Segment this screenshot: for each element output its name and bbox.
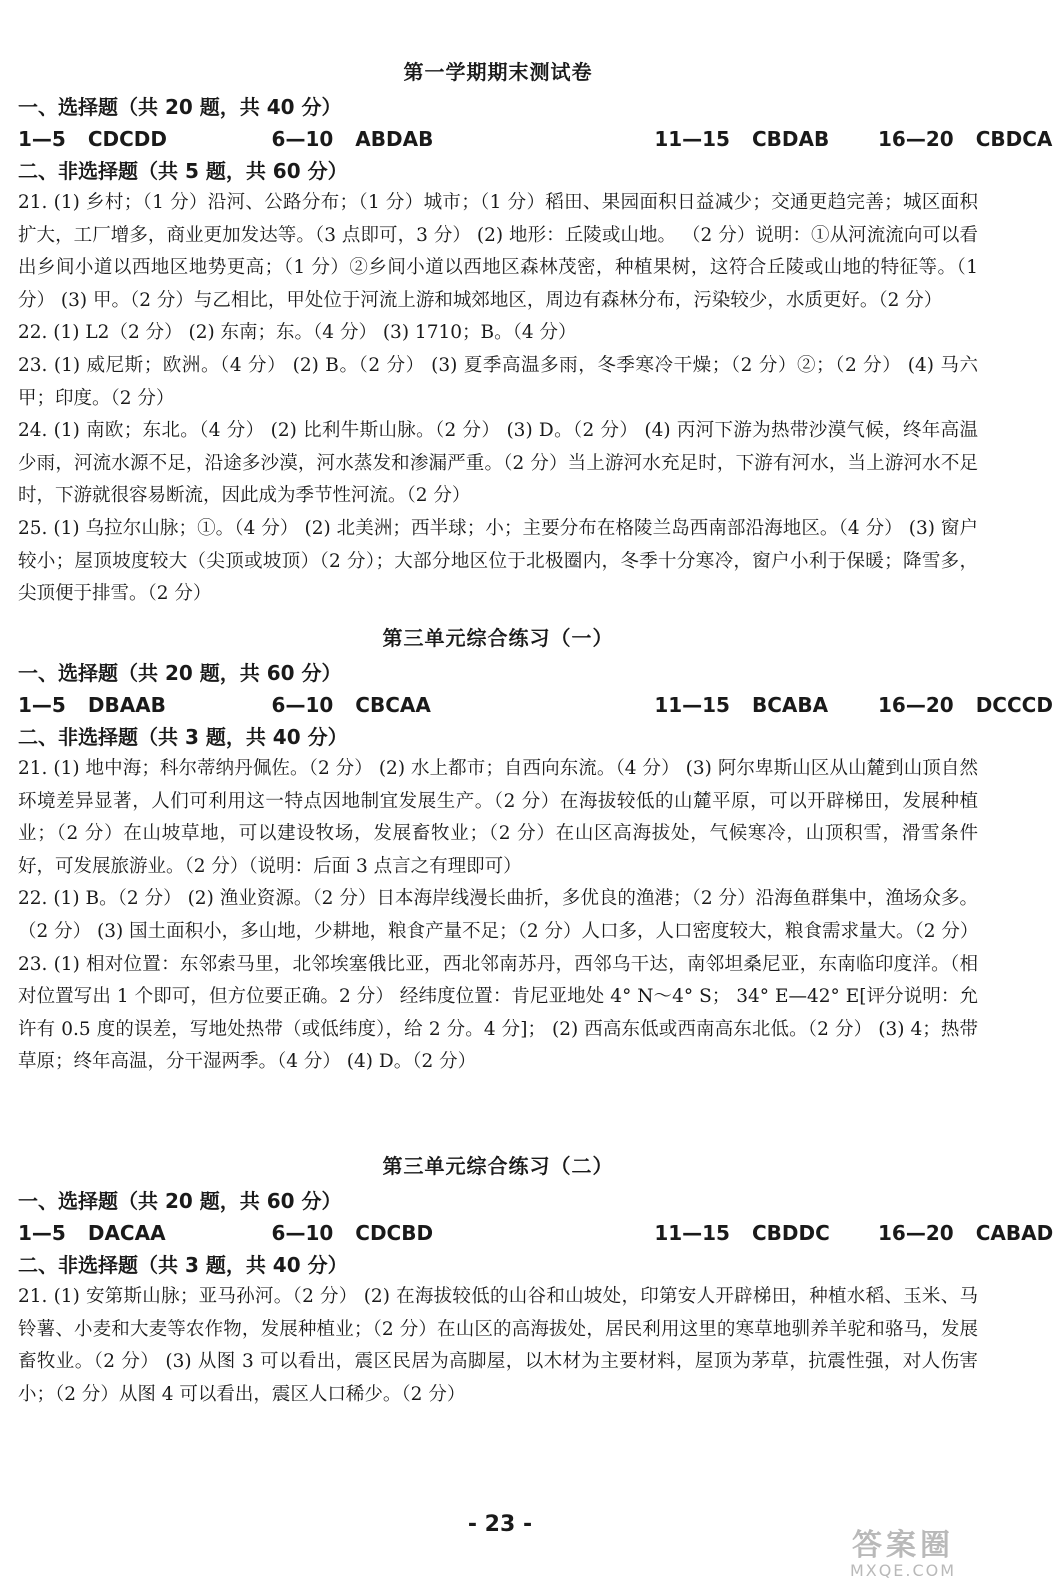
section-final-exam (18, 56, 1053, 611)
non-choice-heading: 二、非选择题（共 5 题，共 60 分） (18, 159, 348, 183)
answer-group: 16—20 CABAD (878, 1221, 1053, 1245)
answer-key-row (18, 1217, 1053, 1249)
answer-group: 6—10 CBCAA (271, 693, 431, 717)
non-choice-heading: 二、非选择题（共 3 题，共 40 分） (18, 725, 348, 749)
multiple-choice-heading: 一、选择题（共 20 题，共 40 分） (18, 95, 342, 119)
page-number: - 23 - (467, 1512, 533, 1537)
question-answer: 22. (1) B。（2 分） (2) 渔业资源。（2 分）日本海岸线漫长曲折，多优良的渔港；（2 分）沿海鱼群集中，渔场众多。（2 分） (3) 国土面积小，多山地，少耕地，粮食产量不足；（2 分）人口多，人口密度较大，粮食需求量大。（2 分） (18, 888, 979, 942)
section-title: 第三单元综合练习（二） (382, 1154, 614, 1178)
answer-key-row (18, 689, 1053, 721)
answer-group: 16—20 CBDCA (878, 127, 1053, 151)
watermark-text: 答案圈 (852, 1528, 954, 1563)
section-title: 第一学期期末测试卷 (403, 60, 593, 84)
answer-group: 1—5 CDCDD (18, 127, 168, 151)
question-answer: 24. (1) 南欧；东北。（4 分） (2) 比利牛斯山脉。（2 分） (3) D。（2 分） (4) 丙河下游为热带沙漠气候，终年高温少雨，河流水源不足，沿途多沙漠，河水蒸发和渗漏严重。（2 分）当上游河水充足时，下游有河水，当上游河水不足时，下游就很容易断流，因此成为季节性河流。（2 分） (18, 420, 978, 507)
answer-group: 1—5 DACAA (18, 1221, 166, 1245)
watermark-url: MXQE.COM (849, 1561, 957, 1580)
answer-group: 16—20 DCCCD (878, 693, 1053, 717)
answer-group: 11—15 CBDAB (654, 127, 830, 151)
question-answer: 25. (1) 乌拉尔山脉；①。（4 分） (2) 北美洲；西半球；小；主要分布在格陵兰岛西南部沿海地区。（4 分） (3) 窗户较小；屋顶坡度较大（尖顶或坡顶）（2 分）；大部分地区位于北极圈内，冬季十分寒冷，窗户小利于保暖；降雪多，尖顶便于排雪。（2 分） (18, 517, 978, 605)
answer-key-row (18, 123, 1053, 155)
multiple-choice-heading: 一、选择题（共 20 题，共 60 分） (18, 661, 342, 685)
answer-group: 11—15 CBDDC (654, 1221, 830, 1245)
answer-group: 6—10 ABDAB (271, 127, 434, 151)
answer-group: 1—5 DBAAB (18, 693, 166, 717)
non-choice-heading: 二、非选择题（共 3 题，共 40 分） (18, 1253, 348, 1277)
section-unit3-practice-1 (18, 622, 1053, 1079)
question-answer: 21. (1) 地中海；科尔蒂纳丹佩佐。（2 分） (2) 水上都市；自西向东流。（4 分） (3) 阿尔卑斯山区从山麓到山顶自然环境差异显著，人们可利用这一特点因地制宜发展生产。（2 分）在海拔较低的山麓平原，可以开辟梯田，发展种植业；（2 分）在山坡草地，可以建设牧场，发展畜牧业；（2 分）在山区高海拔处，气候寒冷，山顶积雪，滑雪条件好，可发展旅游业。（2 分）（说明：后面 3 点言之有理即可） (18, 758, 978, 877)
question-answer: 21. (1) 安第斯山脉；亚马孙河。（2 分） (2) 在海拔较低的山谷和山坡处，印第安人开辟梯田，种植水稻、玉米、马铃薯、小麦和大麦等农作物，发展种植业；（2 分）在山区的高海拔处，居民利用这里的寒草地驯养羊驼和骆马，发展畜牧业。（2 分） (3) 从图 3 可以看出，震区民居为高脚屋，以木材为主要材料，屋顶为茅草，抗震性强，对人伤害小；（2 分）从图 4 可以看出，震区人口稀少。（2 分） (18, 1286, 978, 1405)
question-answer: 23. (1) 威尼斯；欧洲。（4 分） (2) B。（2 分） (3) 夏季高温多雨，冬季寒冷干燥；（2 分）②；（2 分） (4) 马六甲；印度。（2 分） (18, 354, 978, 409)
answer-group: 11—15 BCABA (654, 693, 829, 717)
section-unit3-practice-2 (18, 1150, 1053, 1411)
answer-group: 6—10 CDCBD (271, 1221, 434, 1245)
section-title: 第三单元综合练习（一） (382, 626, 614, 650)
question-answer: 23. (1) 相对位置：东邻索马里，北邻埃塞俄比亚，西北邻南苏丹，西邻乌干达，南邻坦桑尼亚，东南临印度洋。（相对位置写出 1 个即可，但方位要正确。2 分） 经纬度位置：肯尼亚地处 4° N～4° S； 34° E—42° E[评分说明：允许有 0.5 度的误差，写地处热带（或低纬度），给 2 分。4 分]； (2) 西高东低或西南高东北低。（2 分） (3) 4；热带草原；终年高温，分干湿两季。（4 分） (4) D。（2 分） (18, 953, 978, 1073)
question-answer: 22. (1) L2（2 分） (2) 东南；东。（4 分） (3) 1710；B。（4 分） (18, 322, 577, 344)
watermark-logo (818, 1530, 988, 1586)
multiple-choice-heading: 一、选择题（共 20 题，共 60 分） (18, 1189, 342, 1213)
question-answer: 21. (1) 乡村；（1 分）沿河、公路分布；（1 分）城市；（1 分）稻田、果园面积日益减少；交通更趋完善；城区面积扩大，工厂增多，商业更加发达等。（3 点即可，3 分） (2) 地形：丘陵或山地。 （2 分）说明：①从河流流向可以看出乡间小道以西地区地势更高；（1 分）②乡间小道以西地区森林茂密，种植果树，这符合丘陵或山地的特征等。（1 分） (3) 甲。（2 分）与乙相比，甲处位于河流上游和城郊地区，周边有森林分布，污染较少，水质更好。（2 分） (18, 192, 978, 311)
